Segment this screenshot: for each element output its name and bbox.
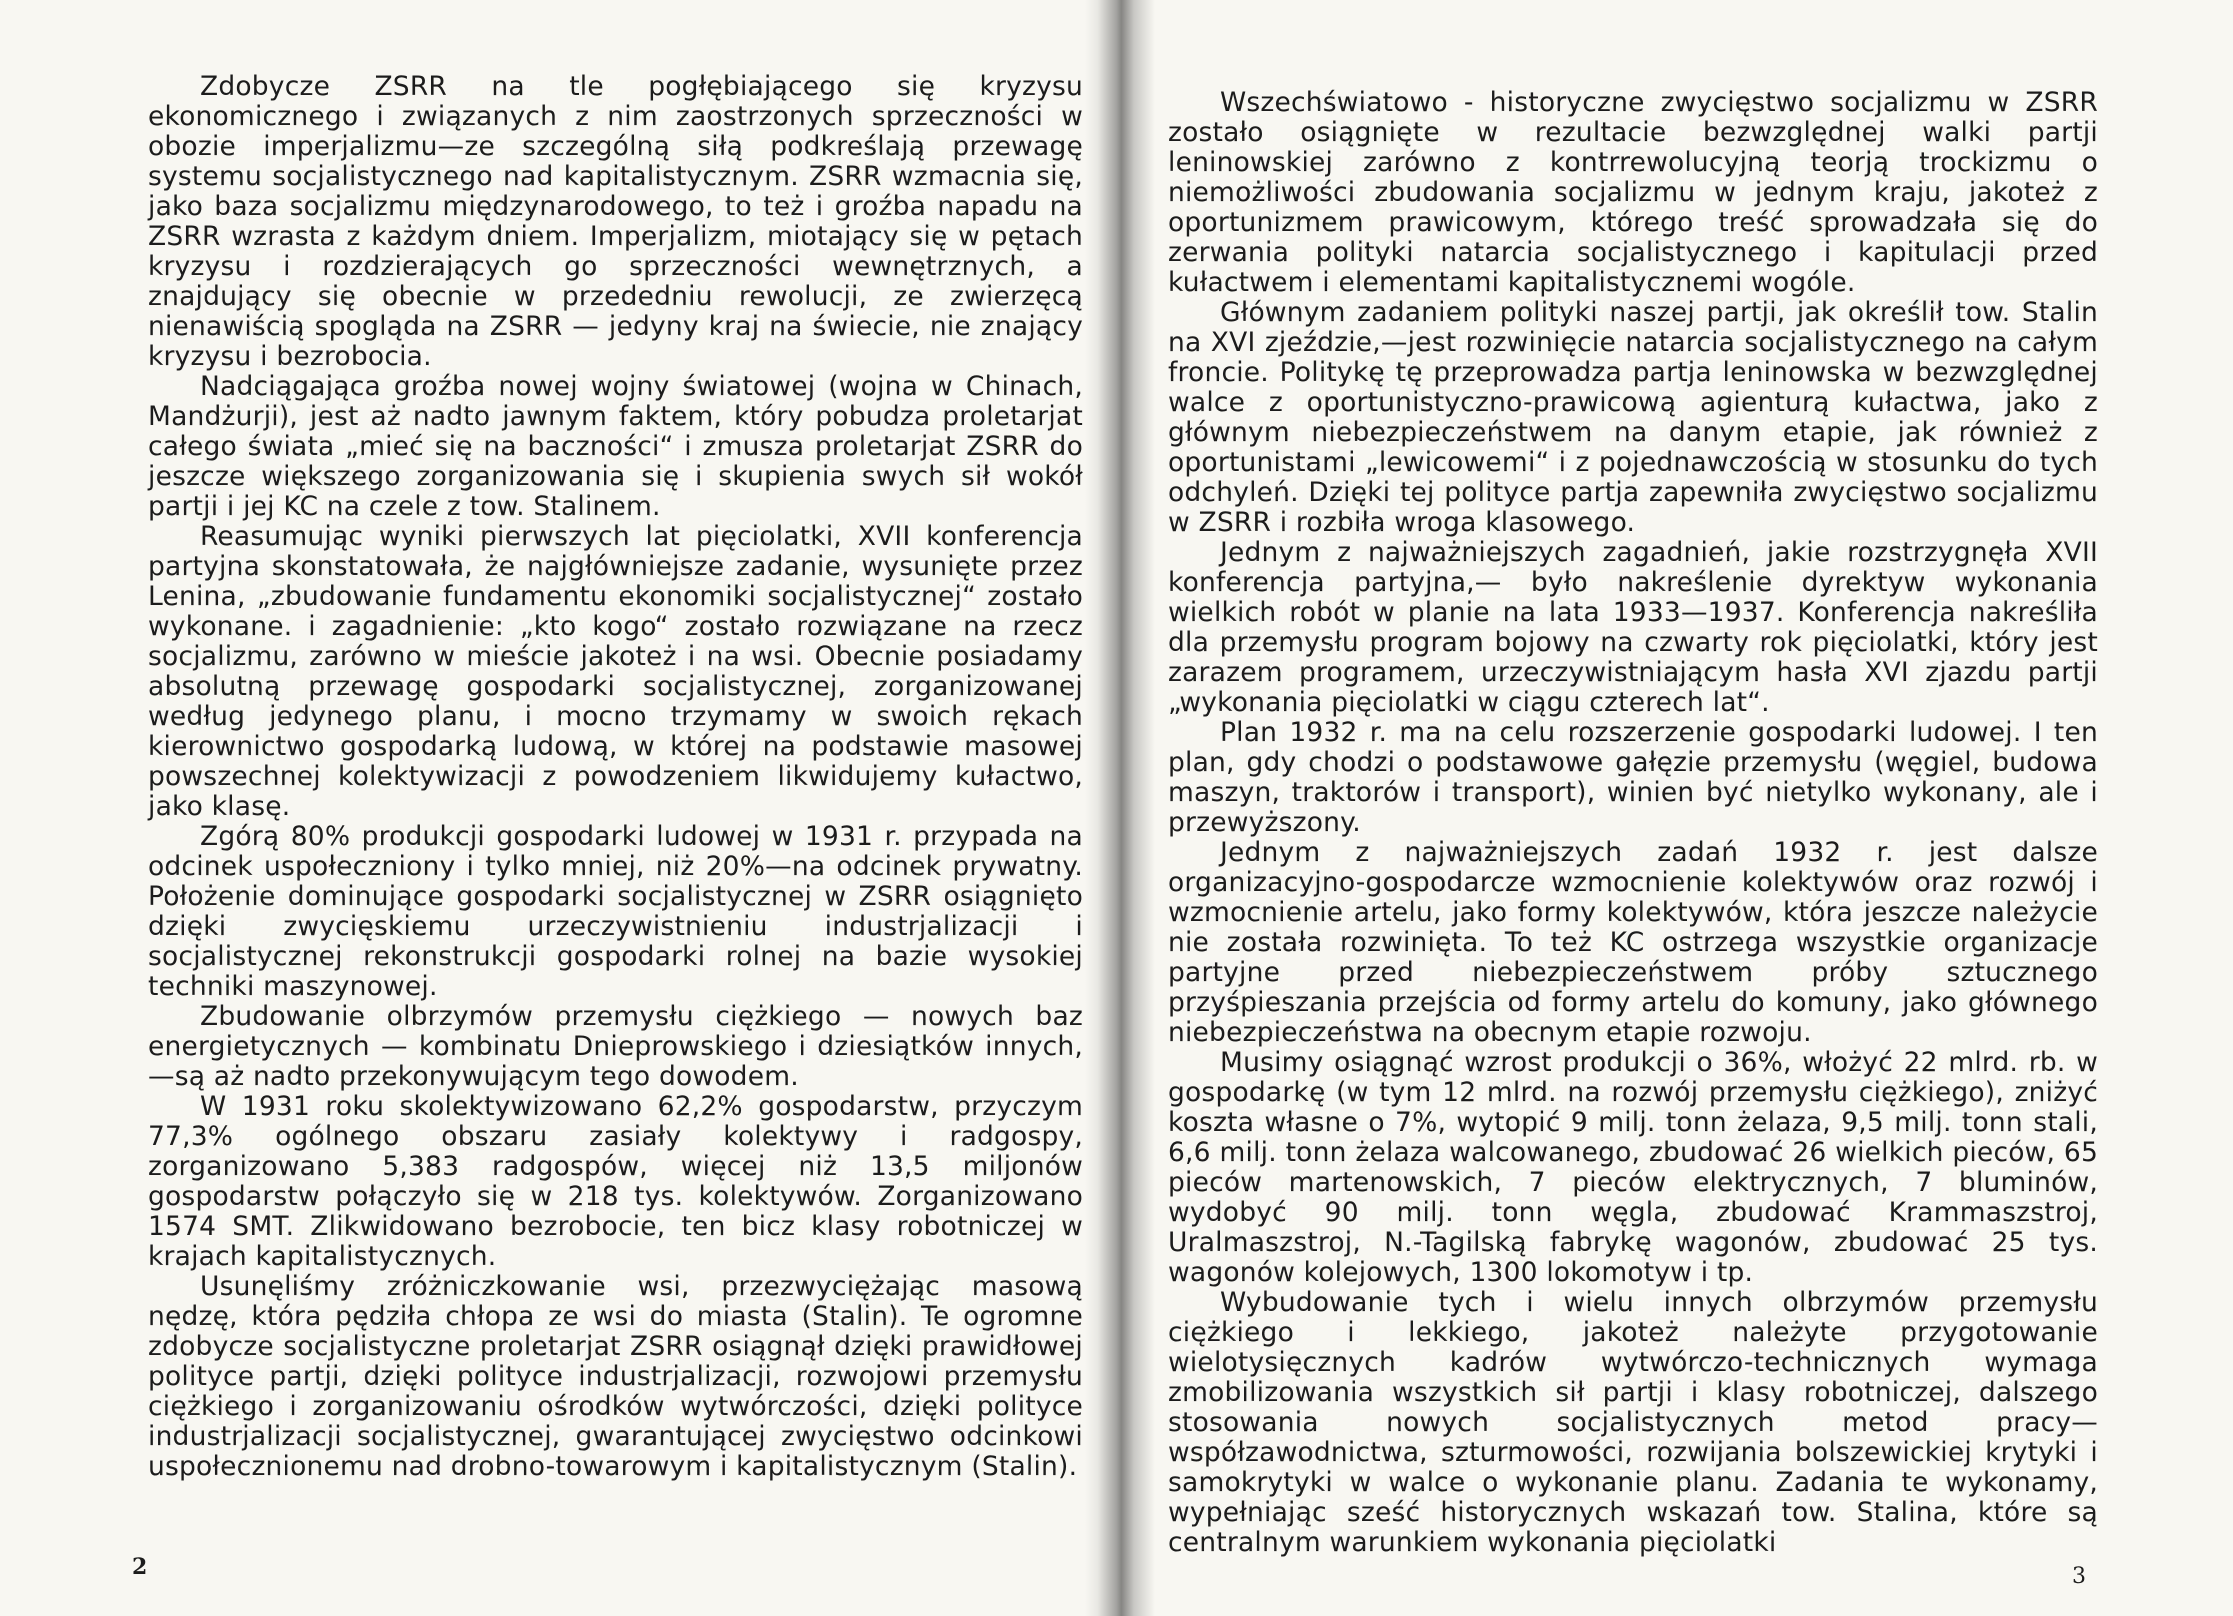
left-paragraph-1: Zdobycze ZSRR na tle pogłębiającego się kryzysu ekonomicznego i związanych z nim zaostrzonych sprzeczności w obozie imperjalizmu—ze szczególną siłą podkreślają przewagę systemu socjalistycznego nad kapitalistycznym. ZSRR wzmacnia się, jako baza socjalizmu międzynarodowego, to też i groźba napadu na ZSRR wzrasta z każdym dniem. Imperjalizm, miotający się w pętach kryzysu i rozdzierających go sprzeczności wewnętrznych, a znajdujący się obecnie w przededniu rewolucji, ze zwierzęcą nienawiścią spogląda na ZSRR — jedyny kraj na świecie, nie znający kryzysu i bezrobocia. [148,71,1083,372]
right-page-number: 3 [2072,1564,2086,1589]
right-paragraph-4: Plan 1932 r. ma na celu rozszerzenie gospodarki ludowej. I ten plan, gdy chodzi o podstawowe gałęzie przemysłu (węgiel, budowa maszyn, traktorów i transport), winien być nietylko wykonany, ale i przewyższony. [1168,717,2098,838]
left-paragraph-4: Zgórą 80% produkcji gospodarki ludowej w 1931 r. przypada na odcinek uspołeczniony i tylko mniej, niż 20%—na odcinek prywatny. Położenie dominujące gospodarki socjalistycznej w ZSRR osiągnięto dzięki zwycięskiemu urzeczywistnieniu industrjalizacji i socjalistycznej rekonstrukcji gospodarki rolnej na bazie wysokiej techniki maszynowej. [148,821,1083,1002]
right-paragraph-6: Musimy osiągnąć wzrost produkcji o 36%, włożyć 22 mlrd. rb. w gospodarkę (w tym 12 mlrd. na rozwój przemysłu ciężkiego), zniżyć koszta własne o 7%, wytopić 9 milj. tonn żelaza, 9,5 milj. tonn stali, 6,6 milj. tonn żelaza walcowanego, zbudować 26 wielkich pieców, 65 pieców martenowskich, 7 pieców elektrycznych, 7 bluminów, wydobyć 90 milj. tonn węgla, zbudować Krammaszstroj, Uralmaszstroj, N.-Tagilską fabrykę wagonów, zbudować 25 tys. wagonów kolejowych, 1300 lokomotyw i tp. [1168,1047,2098,1288]
right-paragraph-2: Głównym zadaniem polityki naszej partji, jak określił tow. Stalin na XVI zjeździe,—jest rozwinięcie natarcia socjalistycznego na całym froncie. Politykę tę przeprowadza partja leninowska w bezwzględnej walce z oportunistyczno-prawicową agienturą kułactwa, jako z głównym niebezpieczeństwem na danym etapie, jak również z oportunistami „lewicowemi“ i z pojednawczością w stosunku do tych odchyleń. Dzięki tej polityce partja zapewniła zwycięstwo socjalizmu w ZSRR i rozbiła wroga klasowego. [1168,297,2098,538]
left-paragraph-7: Usunęliśmy zróżniczkowanie wsi, przezwyciężając masową nędzę, która pędziła chłopa ze wsi do miasta (Stalin). Te ogromne zdobycze socjalistyczne proletarjat ZSRR osiągnął dzięki prawidłowej polityce partji, dzięki polityce industrjalizacji, rozwojowi przemysłu ciężkiego i zorganizowaniu ośrodków wytwórczości, dzięki polityce industrjalizacji socjalistycznej, gwarantującej zwycięstwo odcinkowi uspołecznionemu nad drobno-towarowym i kapitalistycznym (Stalin). [148,1271,1083,1482]
right-paragraph-1: Wszechświatowo - historyczne zwycięstwo socjalizmu w ZSRR zostało osiągnięte w rezultacie bezwzględnej walki partji leninowskiej zarówno z kontrrewolucyjną teorją trockizmu o niemożliwości zbudowania socjalizmu w jednym kraju, jakoteż z oportunizmem prawicowym, którego treść sprowadzała się do zerwania polityki natarcia socjalistycznego i kapitulacji przed kułactwem i elementami kapitalistycznemi wogóle. [1168,87,2098,298]
right-page [1168,88,2098,1558]
left-paragraph-3: Reasumując wyniki pierwszych lat pięciolatki, XVII konferencja partyjna skonstatowała, że najgłówniejsze zadanie, wysunięte przez Lenina, „zbudowanie fundamentu ekonomiki socjalistycznej“ zostało wykonane. i zagadnienie: „kto kogo“ zostało rozwiązane na rzecz socjalizmu, zarówno w mieście jakoteż i na wsi. Obecnie posiadamy absolutną przewagę gospodarki socjalistycznej, zorganizowanej według jedynego planu, i mocno trzymamy w swoich rękach kierownictwo gospodarką ludową, w której na podstawie masowej powszechnej kolektywizacji z powodzeniem likwidujemy kułactwo, jako klasę. [148,521,1083,822]
right-paragraph-3: Jednym z najważniejszych zagadnień, jakie rozstrzygnęła XVII konferencja partyjna,— było nakreślenie dyrektyw wykonania wielkich robót w planie na lata 1933—1937. Konferencja nakreśliła dla przemysłu program bojowy na czwarty rok pięciolatki, który jest zarazem programem, urzeczywistniającym hasła XVI zjazdu partji „wykonania pięciolatki w ciągu czterech lat“. [1168,537,2098,718]
book-gutter [1085,0,1155,1616]
left-paragraph-5: Zbudowanie olbrzymów przemysłu ciężkiego — nowych baz energietycznych — kombinatu Dnieprowskiego i dziesiątków innych,—są aż nadto przekonywującym tego dowodem. [148,1001,1083,1092]
left-page [148,72,1083,1482]
left-page-number: 2 [132,1554,148,1580]
right-paragraph-5: Jednym z najważniejszych zadań 1932 r. jest dalsze organizacyjno-gospodarcze wzmocnienie kolektywów oraz rozwój i wzmocnienie artelu, jako formy kolektywów, która jeszcze należycie nie została rozwinięta. To też KC ostrzega wszystkie organizacje partyjne przed niebezpieczeństwem próby sztucznego przyśpieszania przejścia od formy artelu do komuny, jako głównego niebezpieczeństwa na obecnym etapie rozwoju. [1168,837,2098,1048]
right-paragraph-7: Wybudowanie tych i wielu innych olbrzymów przemysłu ciężkiego i lekkiego, jakoteż należyte przygotowanie wielotysięcznych kadrów wytwórczo-technicznych wymaga zmobilizowania wszystkich sił partji i klasy robotniczej, dalszego stosowania nowych socjalistycznych metod pracy—współzawodnictwa, szturmowości, rozwijania bolszewickiej krytyki i samokrytyki w walce o wykonanie planu. Zadania te wykonamy, wypełniając sześć historycznych wskazań tow. Stalina, które są centralnym warunkiem wykonania pięciolatki [1168,1287,2098,1558]
left-paragraph-2: Nadciągająca groźba nowej wojny światowej (wojna w Chinach, Mandżurji), jest aż nadto jawnym faktem, który pobudza proletarjat całego świata „mieć się na baczności“ i zmusza proletarjat ZSRR do jeszcze większego zorganizowania się i skupienia swych sił wokół partji i jej KC na czele z tow. Stalinem. [148,371,1083,522]
left-paragraph-6: W 1931 roku skolektywizowano 62,2% gospodarstw, przyczym 77,3% ogólnego obszaru zasiały kolektywy i radgospy, zorganizowano 5,383 radgospów, więcej niż 13,5 miljonów gospodarstw połączyło się w 218 tys. kolektywów. Zorganizowano 1574 SMT. Zlikwidowano bezrobocie, ten bicz klasy robotniczej w krajach kapitalistycznych. [148,1091,1083,1272]
